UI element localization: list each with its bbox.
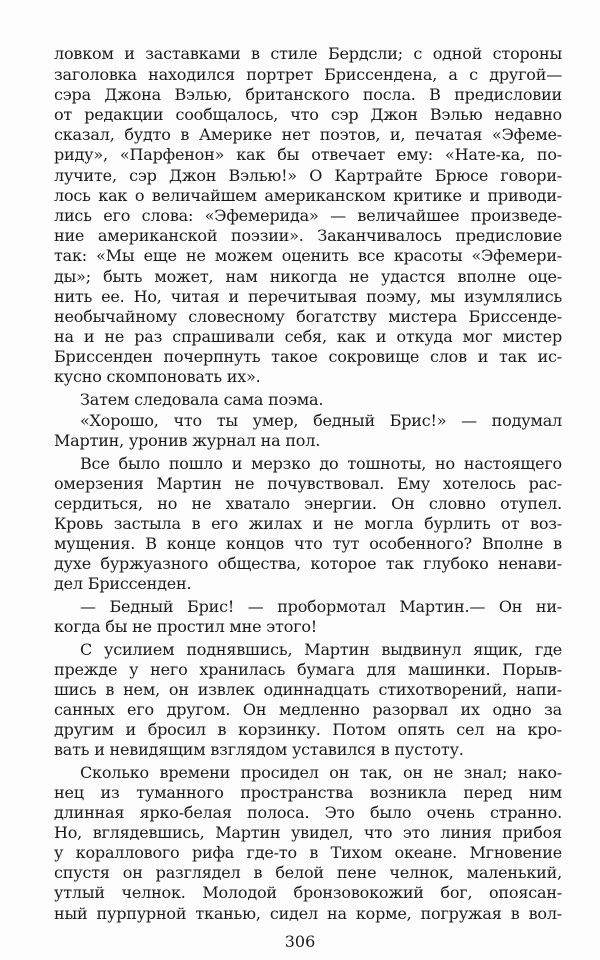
text-line: так: «Мы еще не можем оценить все красоты «Эфемери-: [54, 246, 562, 265]
text-line: лучите, сэр Джон Вэлью!» О Картрайте Брюсе говори-: [54, 166, 562, 185]
text-line: на и не раз спрашивали себя, как и откуда мог мистер: [54, 327, 562, 346]
text-line: другим и бросил в корзинку. Потом опять сел на кро-: [54, 720, 562, 739]
text-line: Бриссенден почерпнуть такое сокровище слов и так ис-: [54, 347, 562, 366]
text-line: спустя он разглядел в белой пене челнок, маленький,: [54, 863, 562, 882]
text-line: санных его другом. Он медленно разорвал их одно за: [54, 700, 562, 719]
text-line: шись в нем, он извлек одиннадцать стихотворений, напи-: [54, 680, 562, 699]
text-line: прежде у него хранилась бумага для машинки. Порыв-: [54, 660, 562, 679]
text-line: ние американской поэзии». Заканчивалось предисловие: [54, 226, 562, 245]
text-line: омерзения Мартин не почувствовал. Ему хотелось рас-: [54, 474, 562, 493]
text-line: когда бы не простил мне этого!: [54, 617, 317, 636]
text-line: Мартин, уронив журнал на пол.: [54, 431, 321, 450]
text-line: мущения. В конце концов что тут особенного? Вполне в: [54, 534, 562, 553]
text-line: ловком и заставками в стиле Бердсли; с одной стороны: [54, 44, 562, 63]
text-line: Но, вглядевшись, Мартин увидел, что это линия прибоя: [54, 823, 562, 842]
text-line: лось как о величайшем американском критике и приводи-: [54, 186, 562, 205]
text-line: длинная ярко-белая полоса. Это было очень странно.: [54, 803, 562, 822]
text-line: риду», «Парфенон» как бы отвечает ему: «Нате-ка, по-: [54, 145, 562, 164]
text-line: нец из туманного пространства возникла перед ним: [54, 783, 562, 802]
page-number: 306: [284, 932, 316, 951]
text-line: у кораллового рифа где-то в Тихом океане. Мгновение: [54, 843, 562, 862]
text-line: кусно скомпоновать их».: [54, 367, 261, 386]
text-line: С усилием поднявшись, Мартин выдвинул ящик, где: [80, 640, 562, 659]
text-line: Кровь застыла в его жилах и не могла бурлить от воз-: [54, 514, 562, 533]
text-line: — Бедный Брис! — пробормотал Мартин.— Он ни-: [80, 597, 562, 616]
text-line: духе буржуазного общества, которое так глубоко ненави-: [54, 554, 562, 573]
text-line: Сколько времени просидел он так, он не знал; нако-: [80, 763, 562, 782]
text-line: ный пурпурной тканью, сидел на корме, погружая в вол-: [54, 904, 562, 923]
text-line: сердиться, но не хватало энергии. Он словно отупел.: [54, 494, 562, 513]
text-line: Затем следовала сама поэма.: [80, 390, 324, 409]
text-line: нить ее. Но, читая и перечитывая поэму, мы изумлялись: [54, 287, 562, 306]
text-line: заголовка находился портрет Бриссендена, а с другой—: [54, 65, 562, 84]
text-line: вать и невидящим взглядом уставился в пустоту.: [54, 740, 464, 759]
text-line: утлый челнок. Молодой бронзовокожий бог, опоясан-: [54, 883, 562, 902]
text-line: лись его слова: «Эфемерида» — величайшее произведе-: [54, 206, 562, 225]
text-line: дел Бриссенден.: [54, 574, 192, 593]
text-line: от редакции сообщалось, что сэр Джон Вэлью недавно: [54, 105, 562, 124]
text-line: ды»; быть может, нам никогда не удастся вполне оце-: [54, 267, 562, 286]
text-line: сказал, будто в Америке нет поэтов, и, печатая «Эфеме-: [54, 125, 562, 144]
text-line: Все было пошло и мерзко до тошноты, но настоящего: [80, 454, 562, 473]
text-line: сэра Джона Вэлью, британского посла. В предисловии: [54, 85, 562, 104]
text-line: необычайному словесному богатству мистера Бриссенде-: [54, 307, 562, 326]
text-line: «Хорошо, что ты умер, бедный Брис!» — подумал: [80, 411, 562, 430]
